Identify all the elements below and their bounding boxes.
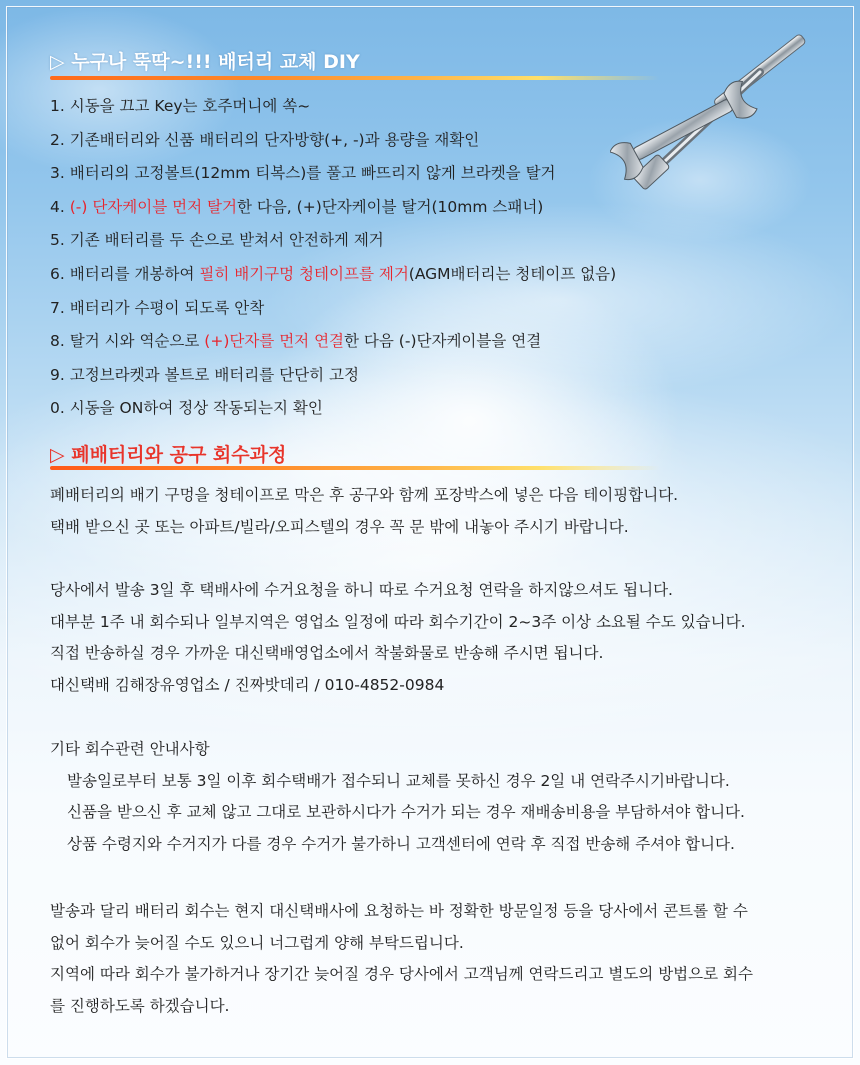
step-6: 6. 배터리를 개봉하여 필히 배기구멍 청테이프를 제거(AGM배터리는 청테이프 없음) — [50, 264, 617, 283]
replacement-steps-list — [50, 90, 616, 426]
step-6-highlight: 필히 배기구멍 청테이프를 제거 — [199, 264, 409, 283]
step-8: 8. 탈거 시와 역순으로 (+)단자를 먼저 연결한 다음 (-)단자케이블을 연결 — [50, 332, 542, 351]
text-line: 발송과 달리 배터리 회수는 현지 대신택배사에 요청하는 바 정확한 방문일정 등을 당사에서 콘트롤 할 수 — [50, 902, 748, 920]
step-0: 0. 시동을 ON하여 정상 작동되는지 확인 — [50, 399, 323, 418]
text-line: 대부분 1주 내 회수되나 일부지역은 영업소 일정에 따라 회수기간이 2~3주 이상 소요될 수도 있습니다. — [50, 612, 746, 631]
text-line: 대신택배 김해장유영업소 / 진짜밧데리 / 010-4852-0984 — [50, 675, 445, 694]
step-1: 1. 시동을 끄고 Key는 호주머니에 쏙~ — [50, 97, 311, 115]
pickup-info — [50, 575, 746, 701]
step-5: 5. 기존 배터리를 두 손으로 받쳐서 안전하게 제거 — [50, 231, 384, 250]
note-item: 신품을 받으신 후 교체 않고 그대로 보관하시다가 수거가 되는 경우 재배송비용을 부담하셔야 합니다. — [67, 803, 745, 821]
text-line: 지역에 따라 회수가 불가하거나 장기간 늦어질 경우 당사에서 고객님께 연락드리고 별도의 방법으로 회수 — [50, 965, 753, 983]
packing-instructions — [50, 480, 678, 543]
step-4-highlight: (-) 단자케이블 먼저 탈거 — [69, 197, 237, 216]
text-line: 없어 회수가 늦어질 수도 있으니 너그럽게 양해 부탁드립니다. — [50, 933, 464, 952]
wrench-and-t-handle-icon — [610, 22, 810, 197]
text-line: 당사에서 발송 3일 후 택배사에 수거요청을 하니 따로 수거요청 연락을 하지않으셔도 됩니다. — [50, 581, 673, 599]
section-underline — [50, 76, 660, 80]
step-8-highlight: (+)단자를 먼저 연결 — [204, 332, 345, 351]
text-line: 택배 받으신 곳 또는 아파트/빌라/오피스텔의 경우 꼭 문 밖에 내놓아 주시기 바랍니다. — [50, 517, 629, 536]
note-item: 상품 수령지와 수거지가 다를 경우 수거가 불가하니 고객센터에 연락 후 직접 반송해 주셔야 합니다. — [67, 834, 735, 853]
step-3: 3. 배터리의 고정볼트(12mm 티복스)를 풀고 빠뜨리지 않게 브라켓을 탈거 — [50, 164, 556, 183]
text-line: 를 진행하도록 하겠습니다. — [50, 996, 230, 1015]
section-title-battery-diy: ▷ 누구나 뚝딱~!!! 배터리 교체 DIY — [50, 51, 360, 73]
return-delay-notice — [50, 896, 753, 1022]
section-underline — [50, 466, 660, 470]
other-return-notes — [50, 734, 745, 860]
step-4: 4. (-) 단자케이블 먼저 탈거한 다음, (+)단자케이블 탈거(10mm 스패너) — [50, 197, 544, 216]
step-7: 7. 배터리가 수평이 되도록 안착 — [50, 298, 265, 317]
step-2: 2. 기존배터리와 신품 배터리의 단자방향(+, -)과 용량을 재확인 — [50, 130, 480, 149]
notes-title: 기타 회수관련 안내사항 — [50, 740, 210, 758]
step-9: 9. 고정브라켓과 볼트로 배터리를 단단히 고정 — [50, 365, 359, 384]
text-line: 직접 반송하실 경우 가까운 대신택배영업소에서 착불화물로 반송해 주시면 됩니다. — [50, 644, 604, 662]
section-title-battery-return: ▷ 폐배터리와 공구 회수과정 — [50, 444, 287, 466]
note-item: 발송일로부터 보통 3일 이후 회수택배가 접수되니 교체를 못하신 경우 2일 내 연락주시기바랍니다. — [67, 771, 730, 790]
text-line: 폐배터리의 배기 구멍을 청테이프로 막은 후 공구와 함께 포장박스에 넣은 다음 테이핑합니다. — [50, 486, 679, 504]
